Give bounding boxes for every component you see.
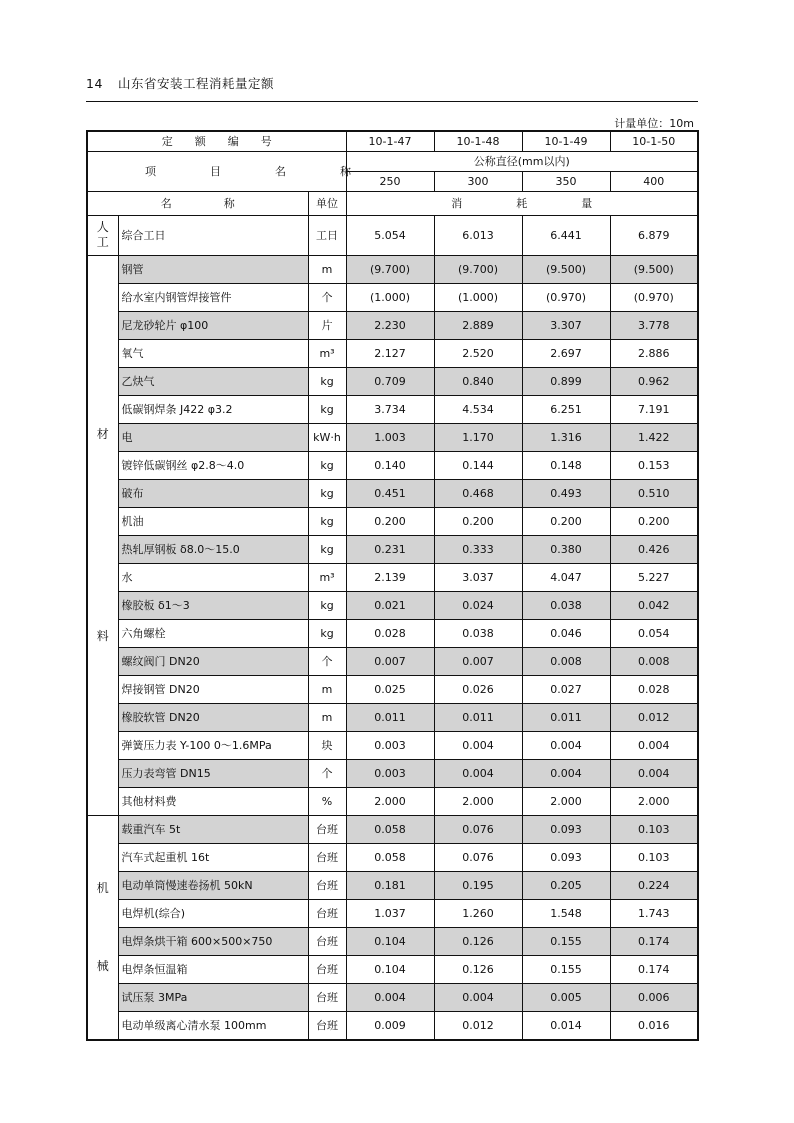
value-cell: 0.144 bbox=[434, 451, 522, 479]
table-row bbox=[87, 479, 698, 507]
value-cell: 3.037 bbox=[434, 563, 522, 591]
value-cell: 0.231 bbox=[346, 535, 434, 563]
item-unit: 片 bbox=[308, 311, 346, 339]
value-cell: 0.003 bbox=[346, 759, 434, 787]
value-cell: (9.500) bbox=[610, 255, 698, 283]
table-row bbox=[87, 703, 698, 731]
item-name: 氧气 bbox=[118, 339, 308, 367]
value-cell: 0.962 bbox=[610, 367, 698, 395]
page-number: 14 bbox=[86, 76, 103, 91]
item-unit: m bbox=[308, 703, 346, 731]
value-cell: 0.011 bbox=[434, 703, 522, 731]
value-cell: 0.012 bbox=[434, 1011, 522, 1040]
category-cell bbox=[87, 815, 118, 1040]
value-cell: 1.260 bbox=[434, 899, 522, 927]
diameter-cell: 250 bbox=[346, 171, 434, 191]
name-label: 名称 bbox=[160, 197, 287, 210]
code-cell: 10-1-50 bbox=[610, 131, 698, 151]
item-name: 电动单级离心清水泵 100mm bbox=[118, 1011, 308, 1040]
value-cell: 0.200 bbox=[346, 507, 434, 535]
table-row bbox=[87, 787, 698, 815]
value-cell: 2.000 bbox=[434, 787, 522, 815]
value-cell: 0.093 bbox=[522, 815, 610, 843]
value-cell: 0.493 bbox=[522, 479, 610, 507]
item-name: 电 bbox=[118, 423, 308, 451]
item-unit: 台班 bbox=[308, 927, 346, 955]
value-cell: 0.148 bbox=[522, 451, 610, 479]
value-cell: 0.200 bbox=[610, 507, 698, 535]
value-cell: 1.743 bbox=[610, 899, 698, 927]
value-cell: 0.025 bbox=[346, 675, 434, 703]
item-unit: % bbox=[308, 787, 346, 815]
value-cell: 0.174 bbox=[610, 955, 698, 983]
value-cell: 0.004 bbox=[610, 731, 698, 759]
code-cell: 10-1-48 bbox=[434, 131, 522, 151]
value-cell: 0.126 bbox=[434, 927, 522, 955]
item-unit: kg bbox=[308, 395, 346, 423]
table-row bbox=[87, 535, 698, 563]
value-cell: 1.003 bbox=[346, 423, 434, 451]
item-unit: m bbox=[308, 675, 346, 703]
item-name: 给水室内钢管焊接管件 bbox=[118, 283, 308, 311]
value-cell: 0.468 bbox=[434, 479, 522, 507]
table-row bbox=[87, 843, 698, 871]
item-name: 破布 bbox=[118, 479, 308, 507]
item-name: 电焊条烘干箱 600×500×750 bbox=[118, 927, 308, 955]
item-name: 试压泵 3MPa bbox=[118, 983, 308, 1011]
value-cell: 0.007 bbox=[434, 647, 522, 675]
item-unit: 台班 bbox=[308, 843, 346, 871]
value-cell: 1.422 bbox=[610, 423, 698, 451]
value-cell: 0.024 bbox=[434, 591, 522, 619]
column-header-row bbox=[87, 191, 698, 215]
table-row bbox=[87, 311, 698, 339]
item-label: 项目名称 bbox=[145, 165, 405, 178]
item-unit: 台班 bbox=[308, 1011, 346, 1040]
value-cell: 0.027 bbox=[522, 675, 610, 703]
item-name: 综合工日 bbox=[118, 215, 308, 255]
value-cell: 0.333 bbox=[434, 535, 522, 563]
table-row bbox=[87, 367, 698, 395]
value-cell: 0.380 bbox=[522, 535, 610, 563]
value-cell: 0.004 bbox=[434, 731, 522, 759]
table-row bbox=[87, 507, 698, 535]
value-cell: 0.007 bbox=[346, 647, 434, 675]
category-label: 机 械 bbox=[96, 881, 109, 973]
value-cell: 0.451 bbox=[346, 479, 434, 507]
item-unit: 台班 bbox=[308, 815, 346, 843]
item-unit: kg bbox=[308, 591, 346, 619]
value-cell: 2.000 bbox=[610, 787, 698, 815]
table-row bbox=[87, 395, 698, 423]
category-cell bbox=[87, 255, 118, 815]
value-cell: 0.009 bbox=[346, 1011, 434, 1040]
value-cell: 0.004 bbox=[522, 759, 610, 787]
table-row bbox=[87, 451, 698, 479]
value-cell: 4.047 bbox=[522, 563, 610, 591]
measurement-unit-note: 计量单位：10m bbox=[614, 117, 694, 130]
value-cell: 0.140 bbox=[346, 451, 434, 479]
diameter-cell: 300 bbox=[434, 171, 522, 191]
value-cell: (1.000) bbox=[346, 283, 434, 311]
value-cell: 0.004 bbox=[610, 759, 698, 787]
item-name: 汽车式起重机 16t bbox=[118, 843, 308, 871]
value-cell: (9.700) bbox=[346, 255, 434, 283]
item-name: 其他材料费 bbox=[118, 787, 308, 815]
item-unit: kg bbox=[308, 507, 346, 535]
table-row bbox=[87, 815, 698, 843]
item-name: 乙炔气 bbox=[118, 367, 308, 395]
value-cell: 0.103 bbox=[610, 843, 698, 871]
item-unit: kg bbox=[308, 367, 346, 395]
table-row bbox=[87, 339, 698, 367]
book-title: 山东省安装工程消耗量定额 bbox=[118, 76, 275, 91]
table-row bbox=[87, 423, 698, 451]
item-unit: kg bbox=[308, 535, 346, 563]
value-cell: (0.970) bbox=[522, 283, 610, 311]
value-cell: 0.026 bbox=[434, 675, 522, 703]
value-cell: 0.155 bbox=[522, 955, 610, 983]
item-unit: m³ bbox=[308, 339, 346, 367]
value-cell: 0.174 bbox=[610, 927, 698, 955]
item-name: 电动单筒慢速卷扬机 50kN bbox=[118, 871, 308, 899]
item-unit: 台班 bbox=[308, 871, 346, 899]
value-cell: 0.426 bbox=[610, 535, 698, 563]
table-row bbox=[87, 871, 698, 899]
name-label-cell bbox=[87, 191, 308, 215]
value-cell: 6.013 bbox=[434, 215, 522, 255]
value-cell: 1.316 bbox=[522, 423, 610, 451]
category-label: 人工 bbox=[96, 220, 109, 249]
value-cell: (0.970) bbox=[610, 283, 698, 311]
table-row bbox=[87, 255, 698, 283]
consumption-quota-table bbox=[86, 130, 699, 1041]
value-cell: 0.028 bbox=[610, 675, 698, 703]
value-cell: (1.000) bbox=[434, 283, 522, 311]
table-row bbox=[87, 731, 698, 759]
value-cell: 6.441 bbox=[522, 215, 610, 255]
item-unit: 个 bbox=[308, 283, 346, 311]
table-row bbox=[87, 955, 698, 983]
item-unit: kg bbox=[308, 479, 346, 507]
diameter-cell: 400 bbox=[610, 171, 698, 191]
value-cell: 0.003 bbox=[346, 731, 434, 759]
value-cell: 0.104 bbox=[346, 955, 434, 983]
value-cell: 0.021 bbox=[346, 591, 434, 619]
value-cell: 7.191 bbox=[610, 395, 698, 423]
table-row bbox=[87, 983, 698, 1011]
value-cell: 0.093 bbox=[522, 843, 610, 871]
value-cell: 3.307 bbox=[522, 311, 610, 339]
value-cell: 3.734 bbox=[346, 395, 434, 423]
value-cell: 2.230 bbox=[346, 311, 434, 339]
value-cell: 0.038 bbox=[522, 591, 610, 619]
consumption-label: 消耗量 bbox=[451, 197, 647, 210]
value-cell: 0.200 bbox=[434, 507, 522, 535]
value-cell: 0.005 bbox=[522, 983, 610, 1011]
diameter-label: 公称直径(mm以内) bbox=[346, 151, 698, 171]
item-unit: 个 bbox=[308, 647, 346, 675]
value-cell: 0.058 bbox=[346, 815, 434, 843]
value-cell: 0.195 bbox=[434, 871, 522, 899]
value-cell: (9.500) bbox=[522, 255, 610, 283]
item-name: 低碳钢焊条 J422 φ3.2 bbox=[118, 395, 308, 423]
item-name: 水 bbox=[118, 563, 308, 591]
value-cell: 4.534 bbox=[434, 395, 522, 423]
value-cell: 0.126 bbox=[434, 955, 522, 983]
value-cell: 0.153 bbox=[610, 451, 698, 479]
table-row bbox=[87, 283, 698, 311]
value-cell: 0.200 bbox=[522, 507, 610, 535]
value-cell: 0.709 bbox=[346, 367, 434, 395]
value-cell: 2.127 bbox=[346, 339, 434, 367]
value-cell: 0.224 bbox=[610, 871, 698, 899]
diameter-label-row bbox=[87, 151, 698, 171]
value-cell: 0.076 bbox=[434, 815, 522, 843]
value-cell: 6.251 bbox=[522, 395, 610, 423]
value-cell: 2.139 bbox=[346, 563, 434, 591]
header-rule bbox=[86, 101, 698, 102]
value-cell: 0.016 bbox=[610, 1011, 698, 1040]
value-cell: 0.006 bbox=[610, 983, 698, 1011]
value-cell: 0.004 bbox=[522, 731, 610, 759]
code-label-cell bbox=[87, 131, 346, 151]
item-name: 机油 bbox=[118, 507, 308, 535]
item-name: 电焊条恒温箱 bbox=[118, 955, 308, 983]
value-cell: 0.004 bbox=[434, 983, 522, 1011]
item-unit: 台班 bbox=[308, 899, 346, 927]
item-unit: m³ bbox=[308, 563, 346, 591]
item-name: 电焊机(综合) bbox=[118, 899, 308, 927]
item-unit: kg bbox=[308, 619, 346, 647]
value-cell: 0.054 bbox=[610, 619, 698, 647]
value-cell: 0.104 bbox=[346, 927, 434, 955]
value-cell: 0.011 bbox=[346, 703, 434, 731]
category-label: 材 料 bbox=[96, 427, 109, 643]
page-header bbox=[86, 74, 274, 92]
item-name: 橡胶软管 DN20 bbox=[118, 703, 308, 731]
value-cell: 2.520 bbox=[434, 339, 522, 367]
item-name: 热轧厚钢板 δ8.0～15.0 bbox=[118, 535, 308, 563]
value-cell: 0.008 bbox=[610, 647, 698, 675]
value-cell: 0.058 bbox=[346, 843, 434, 871]
value-cell: 2.697 bbox=[522, 339, 610, 367]
item-unit: 台班 bbox=[308, 955, 346, 983]
value-cell: 0.510 bbox=[610, 479, 698, 507]
value-cell: 0.046 bbox=[522, 619, 610, 647]
value-cell: 0.038 bbox=[434, 619, 522, 647]
code-cell: 10-1-47 bbox=[346, 131, 434, 151]
value-cell: 2.889 bbox=[434, 311, 522, 339]
value-cell: 0.011 bbox=[522, 703, 610, 731]
item-name: 载重汽车 5t bbox=[118, 815, 308, 843]
item-unit: 个 bbox=[308, 759, 346, 787]
code-row bbox=[87, 131, 698, 151]
value-cell: 2.000 bbox=[522, 787, 610, 815]
value-cell: 0.076 bbox=[434, 843, 522, 871]
value-cell: 0.004 bbox=[346, 983, 434, 1011]
table-row bbox=[87, 759, 698, 787]
table-row bbox=[87, 899, 698, 927]
value-cell: 6.879 bbox=[610, 215, 698, 255]
table-row bbox=[87, 1011, 698, 1040]
item-name: 弹簧压力表 Y-100 0～1.6MPa bbox=[118, 731, 308, 759]
item-name: 镀锌低碳钢丝 φ2.8～4.0 bbox=[118, 451, 308, 479]
value-cell: 0.014 bbox=[522, 1011, 610, 1040]
item-name: 压力表弯管 DN15 bbox=[118, 759, 308, 787]
item-unit: 工日 bbox=[308, 215, 346, 255]
value-cell: 2.000 bbox=[346, 787, 434, 815]
consumption-label-cell bbox=[346, 191, 698, 215]
value-cell: 1.548 bbox=[522, 899, 610, 927]
item-unit: kW·h bbox=[308, 423, 346, 451]
value-cell: 0.008 bbox=[522, 647, 610, 675]
item-name: 橡胶板 δ1～3 bbox=[118, 591, 308, 619]
item-unit: m bbox=[308, 255, 346, 283]
item-unit: 块 bbox=[308, 731, 346, 759]
value-cell: 0.899 bbox=[522, 367, 610, 395]
table-row bbox=[87, 215, 698, 255]
item-name: 焊接钢管 DN20 bbox=[118, 675, 308, 703]
item-name: 螺纹阀门 DN20 bbox=[118, 647, 308, 675]
value-cell: (9.700) bbox=[434, 255, 522, 283]
value-cell: 0.042 bbox=[610, 591, 698, 619]
value-cell: 1.037 bbox=[346, 899, 434, 927]
value-cell: 0.205 bbox=[522, 871, 610, 899]
value-cell: 0.103 bbox=[610, 815, 698, 843]
category-cell bbox=[87, 215, 118, 255]
value-cell: 2.886 bbox=[610, 339, 698, 367]
table-row bbox=[87, 591, 698, 619]
item-unit: kg bbox=[308, 451, 346, 479]
value-cell: 0.004 bbox=[434, 759, 522, 787]
item-unit: 台班 bbox=[308, 983, 346, 1011]
table-row bbox=[87, 675, 698, 703]
value-cell: 0.840 bbox=[434, 367, 522, 395]
value-cell: 5.054 bbox=[346, 215, 434, 255]
value-cell: 3.778 bbox=[610, 311, 698, 339]
item-name: 尼龙砂轮片 φ100 bbox=[118, 311, 308, 339]
value-cell: 0.028 bbox=[346, 619, 434, 647]
diameter-cell: 350 bbox=[522, 171, 610, 191]
code-cell: 10-1-49 bbox=[522, 131, 610, 151]
table-row bbox=[87, 563, 698, 591]
table-row bbox=[87, 927, 698, 955]
item-name: 钢管 bbox=[118, 255, 308, 283]
value-cell: 0.181 bbox=[346, 871, 434, 899]
value-cell: 1.170 bbox=[434, 423, 522, 451]
unit-label: 单位 bbox=[308, 191, 346, 215]
value-cell: 0.155 bbox=[522, 927, 610, 955]
code-label: 定额编号 bbox=[161, 135, 294, 149]
item-name: 六角螺栓 bbox=[118, 619, 308, 647]
value-cell: 0.012 bbox=[610, 703, 698, 731]
value-cell: 5.227 bbox=[610, 563, 698, 591]
table-row bbox=[87, 647, 698, 675]
table-row bbox=[87, 619, 698, 647]
